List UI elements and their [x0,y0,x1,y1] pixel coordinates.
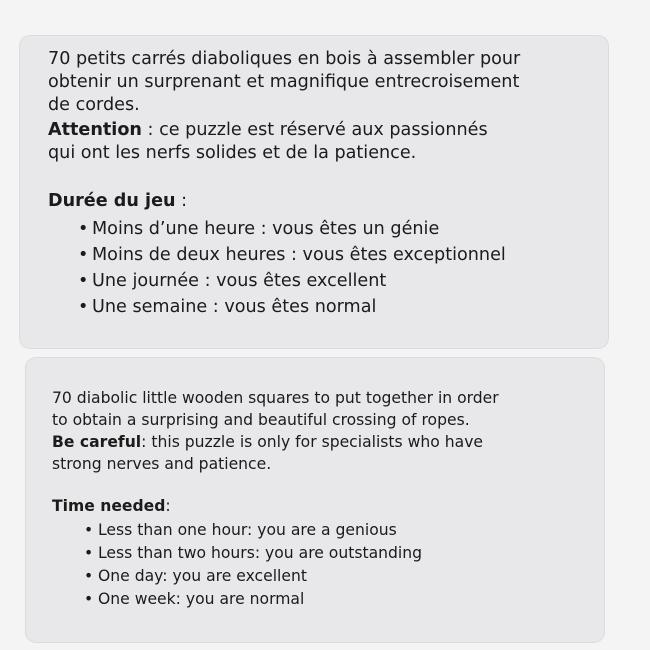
fr-intro-line-1: 70 petits carrés diaboliques en bois à assembler pour [48,49,521,69]
en-intro-line-1: 70 diabolic little wooden squares to put together in order [52,389,499,407]
list-item: • Less than two hours: you are outstanding [84,542,422,565]
english-description-panel [26,358,604,642]
en-careful-line-1 [52,432,483,454]
bullet-icon: • [84,590,94,608]
en-careful-line-2: strong nerves and patience. [52,455,272,473]
en-intro-line-2: to obtain a surprising and beautiful crossing of ropes. [52,411,470,429]
list-item: • One day: you are excellent [84,565,307,588]
en-careful-label: Be careful [52,433,142,451]
bullet-icon: • [84,544,94,562]
bullet-icon: • [84,521,94,539]
en-time-colon: : [165,497,171,515]
fr-duration-label: Durée du jeu [48,191,176,211]
fr-attention-label: Attention [48,120,142,140]
list-item: • One week: you are normal [84,588,304,611]
list-item: • Moins d’une heure : vous êtes un génie [78,216,439,242]
en-time-heading [52,496,171,518]
fr-attention-line-2: qui ont les nerfs solides et de la patience. [48,143,417,163]
bullet-icon: • [78,297,89,317]
bullet-icon: • [78,245,89,265]
fr-intro-line-2: obtenir un surprenant et magnifique entrecroisement [48,72,520,92]
fr-intro-line-3: de cordes. [48,95,140,115]
bullet-icon: • [78,219,89,239]
bullet-icon: • [78,271,89,291]
en-careful-text: : this puzzle is only for specialists who have [141,433,484,451]
list-item: • Moins de deux heures : vous êtes exceptionnel [78,242,506,268]
french-description-panel [20,36,608,348]
fr-duration-heading [48,190,187,213]
bullet-icon: • [84,567,94,585]
list-item: • Less than one hour: you are a genious [84,519,397,542]
fr-duration-colon: : [175,191,188,211]
en-time-label: Time needed [52,497,166,515]
fr-attention-line-1 [48,119,488,142]
list-item: • Une journée : vous êtes excellent [78,268,386,294]
fr-attention-text: : ce puzzle est réservé aux passionnés [141,120,488,140]
list-item: • Une semaine : vous êtes normal [78,294,376,320]
